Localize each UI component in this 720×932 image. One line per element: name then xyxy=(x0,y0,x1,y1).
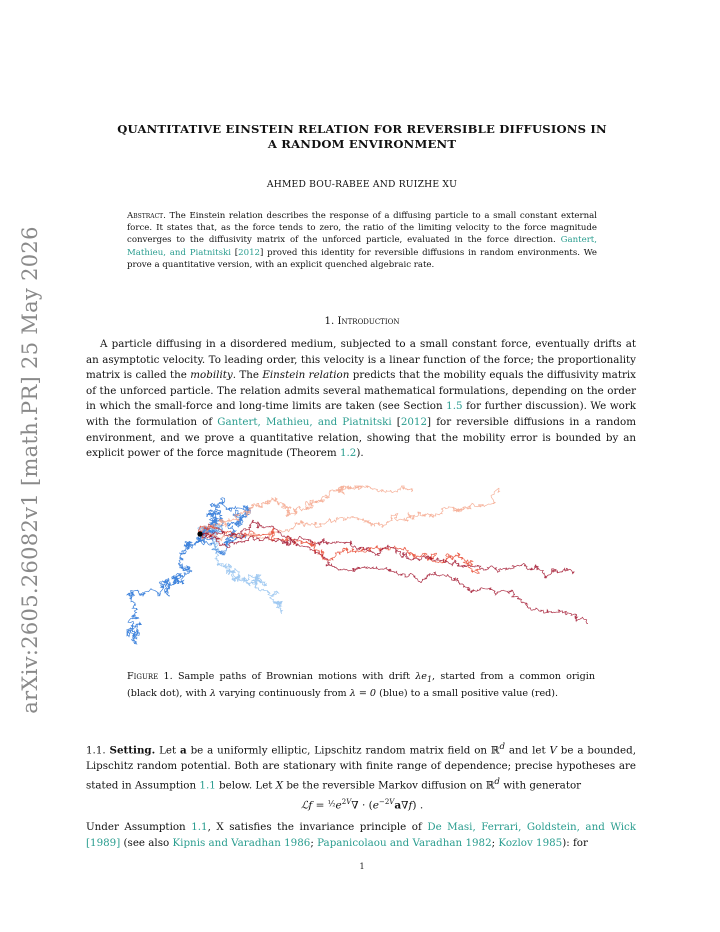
intro-text-e: for reversible diffusions in a random environment, and we prove a quantitative relation, showing that the mobility error is bounded by an explicit power of the force magnitude (Theorem xyxy=(86,415,636,460)
setting-text-g: with generator xyxy=(499,779,582,792)
para3-text-a: Under Assumption xyxy=(86,821,192,833)
para3-text-b: , X satisfies the invariance principle of xyxy=(207,821,428,833)
subsection-title: Setting. xyxy=(109,744,156,757)
matrix-a: a xyxy=(180,744,187,757)
citation-de-masi[interactable]: De Masi, Ferrari, Goldstein, and Wick xyxy=(427,821,637,833)
intro-text-d: for further discussion). We work with the formulation of xyxy=(86,400,636,428)
caption-text-d: (blue) to a small positive value (red). xyxy=(376,687,559,699)
setting-paragraph xyxy=(86,740,636,794)
setting-text-f: be the reversible Markov diffusion on ℝ xyxy=(283,779,495,792)
setting-text-d: be a bounded, Lipschitz random potential. Both are stationary with finite range of dependence; precise hypotheses are stated in Assumption xyxy=(86,744,636,792)
para3-text-d: ): for xyxy=(562,836,588,849)
abstract-label: Abstract. xyxy=(127,211,166,221)
author-list: AHMED BOU-RABEE AND RUIZHE XU xyxy=(266,179,458,190)
paper-title xyxy=(90,122,634,152)
dimension-d: d xyxy=(499,742,505,752)
para3-text-c: (see also xyxy=(120,836,173,849)
section-heading-introduction xyxy=(90,316,634,327)
invariance-paragraph xyxy=(86,820,636,851)
citation-de-masi-year[interactable]: [1989] xyxy=(86,836,121,849)
drift-text: λe xyxy=(415,671,427,682)
abstract-citation-year[interactable]: 2012 xyxy=(238,247,261,258)
arxiv-identifier[interactable]: arXiv:2605.26082v1 [math.PR] 25 May 2026 xyxy=(18,226,42,714)
title-line-1: QUANTITATIVE EINSTEIN RELATION FOR REVERSIBLE DIFFUSIONS IN xyxy=(117,122,607,136)
abstract-text-b: proved this identity for reversible diffusions in random environments. We prove a quantitative version, with an explicit quenched algebraic rate. xyxy=(127,247,597,270)
setting-text-a: Let xyxy=(155,744,181,757)
para3-assumption-link[interactable]: 1.1 xyxy=(191,821,208,833)
lambda-zero: λ = 0 xyxy=(349,687,377,699)
intro-text-a: A particle diffusing in a disordered medium, subjected to a small constant force, eventually drifts at an asymptotic velocity. To leading order, this velocity is a linear function of the force; the proportionality matrix is called the xyxy=(86,338,636,382)
diffusion-x: X xyxy=(275,779,284,792)
figure-caption xyxy=(127,670,595,701)
citation-kipnis[interactable]: Kipnis and Varadhan 1986 xyxy=(172,836,311,849)
potential-v: V xyxy=(549,744,557,757)
setting-text-e: below. Let xyxy=(215,779,276,792)
subsection-number: 1.1. xyxy=(86,744,106,757)
brownian-path-2 xyxy=(127,534,200,644)
arxiv-sidebar xyxy=(2,226,58,714)
citation-separator-1: ; xyxy=(310,836,318,849)
assumption-ref-link[interactable]: 1.1 xyxy=(199,779,216,792)
citation-separator-2: ; xyxy=(491,836,499,849)
caption-text-a: Sample paths of Brownian motions with drift xyxy=(172,671,416,682)
abstract: Abstract. The Einstein relation describes the response of a diffusing particle to a small constant external force. It states that, as the force tends to zero, the ratio of the limiting velocity to the force magnitude converges to the diffusivity matrix of the unforced particle, evaluated in the force direction. Gantert, Mathieu, and Piatnitski [2012] proved this identity for reversible diffusions in random environments. We prove a quantitative version, with an explicit quenched algebraic rate. xyxy=(127,211,597,270)
intro-citation-year[interactable]: 2012 xyxy=(400,415,428,428)
caption-text-c: varying continuously from xyxy=(215,687,350,699)
citation-papanicolaou[interactable]: Papanicolaou and Varadhan 1982 xyxy=(317,836,492,849)
term-einstein-relation: Einstein relation xyxy=(262,369,350,382)
setting-text-c: and let xyxy=(504,744,550,757)
drift-symbol xyxy=(415,671,432,682)
section-number: 1. xyxy=(324,316,335,327)
figure-brownian-paths xyxy=(125,484,600,646)
term-mobility: mobility xyxy=(190,369,233,382)
intro-text-f: ). xyxy=(356,447,364,460)
abstract-text-a: The Einstein relation describes the response of a diffusing particle to a small constant external force. It states that, as the force tends to zero, the ratio of the limiting velocity to the force magnitude converges to the diffusivity matrix of the unforced particle, evaluated in the force direction. xyxy=(127,211,597,246)
generator-equation: ℒf = $\frac{1}{2}e^{2V}\nabla \cdot (e^{-2V}a\nabla f)$ . xyxy=(300,798,424,812)
intro-text-b: . The xyxy=(232,369,263,382)
intro-citation-link[interactable]: Gantert, Mathieu, and Piatnitski xyxy=(217,415,392,428)
title-line-2: A RANDOM ENVIRONMENT xyxy=(267,137,457,151)
theorem-ref-link[interactable]: 1.2 xyxy=(339,447,357,460)
citation-kozlov[interactable]: Kozlov 1985 xyxy=(498,836,563,849)
section-title: Introduction xyxy=(337,316,400,327)
origin-dot xyxy=(197,531,202,536)
intro-paragraph: A particle diffusing in a disordered medium, subjected to a small constant force, eventually drifts at an asymptotic velocity. To leading order, this velocity is a linear function of the force; the proportionality matrix is called the mobility. The Einstein relation predicts that the mobility equals the diffusivity matrix of the unforced particle. The relation admits several mathematical formulations, depending on the order in which the small-force and long-time limits are taken (see Section 1.5 for further discussion). We work with the formulation of Gantert, Mathieu, and Piatnitski [2012] for reversible diffusions in a random environment, and we prove a quantitative relation, showing that the mobility error is bounded by an explicit power of the force magnitude (Theorem 1.2). xyxy=(86,338,636,460)
caption-text-b: , started from a common origin (black dot), with xyxy=(127,671,596,699)
abstract-citation-link[interactable]: Gantert, Mathieu, and Piatnitski xyxy=(127,235,597,258)
drift-subscript: 1 xyxy=(426,674,433,684)
intro-text-c: predicts that the mobility equals the diffusivity matrix of the unforced particle. The relation admits several mathematical formulations, depending on the order in which the small-force and long-time limits are taken (see Section xyxy=(86,369,636,413)
setting-text-b: be a uniformly elliptic, Lipschitz random matrix field on ℝ xyxy=(186,744,500,757)
dimension-d-2: d xyxy=(494,776,500,787)
brownian-paths-plot xyxy=(125,484,600,646)
page-number: 1 xyxy=(359,862,365,871)
figure-label: Figure 1. xyxy=(127,671,173,682)
lambda-symbol: λ xyxy=(209,687,216,699)
section-ref-link[interactable]: 1.5 xyxy=(446,400,463,413)
